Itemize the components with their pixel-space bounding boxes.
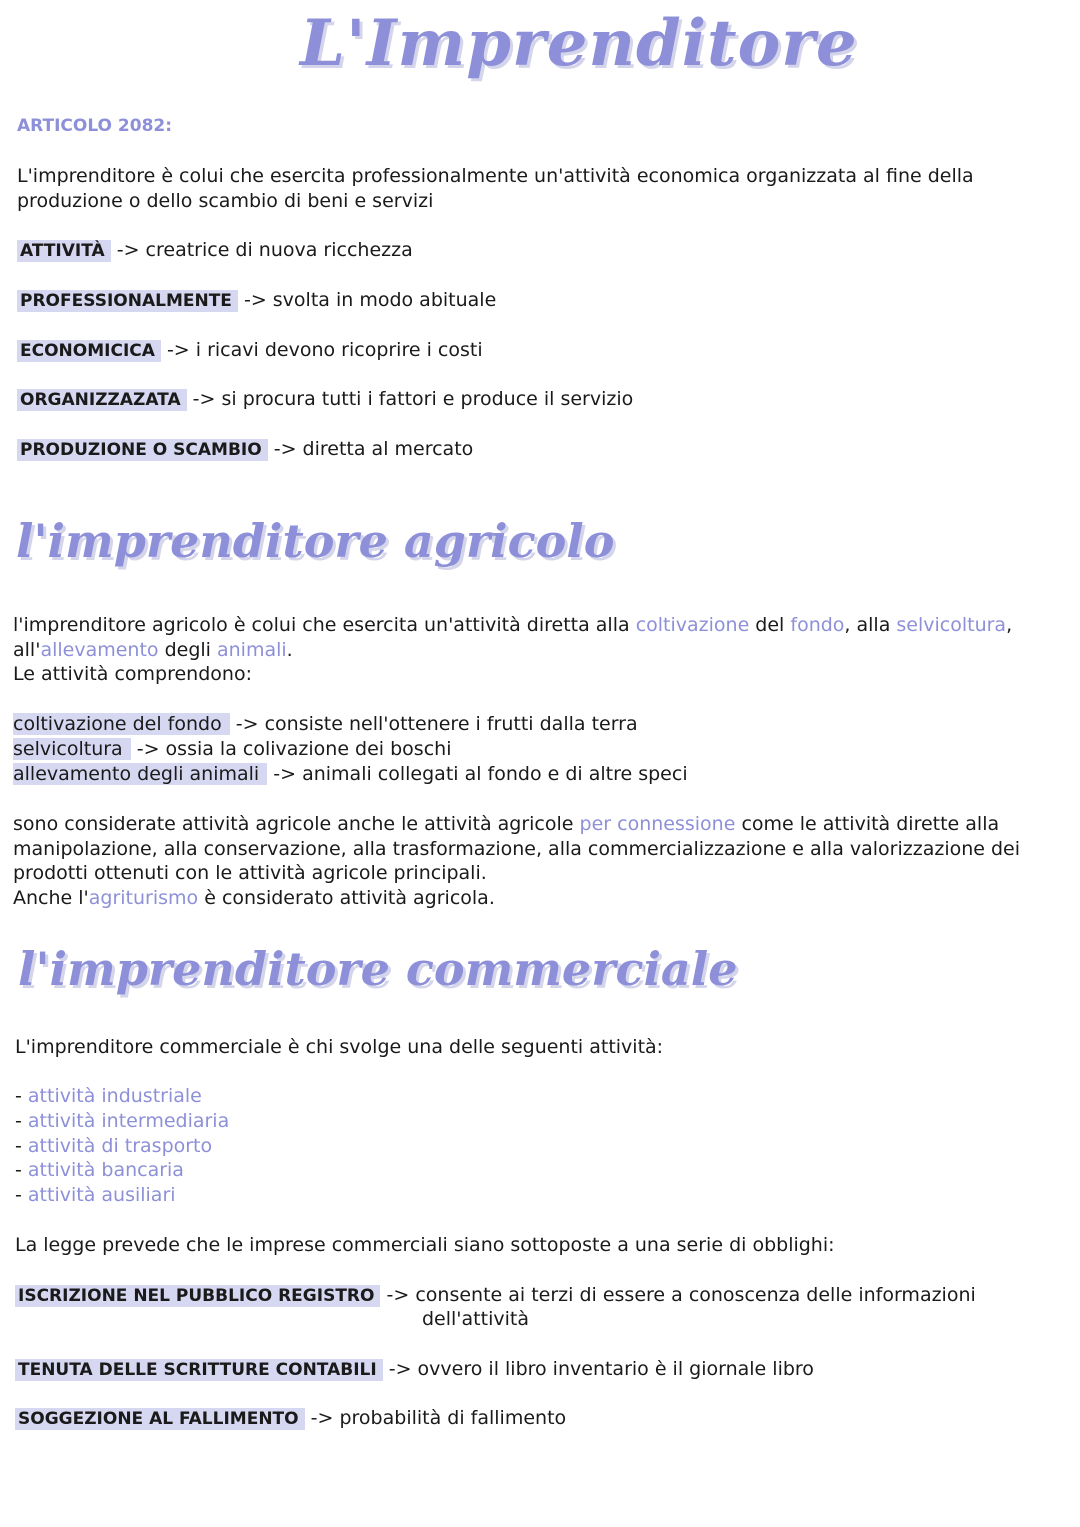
- term-label: PROFESSIONALMENTE: [17, 290, 238, 312]
- term-label: PRODUZIONE O SCAMBIO: [17, 439, 268, 461]
- item-desc: -> consiste nell'ottenere i frutti dalla terra: [235, 713, 638, 735]
- list-item: - attività bancaria: [15, 1159, 184, 1181]
- agricolo-item: [13, 737, 451, 761]
- article-label: ARTICOLO 2082:: [17, 116, 173, 136]
- term-desc: -> si procura tutti i fattori e produce il servizio: [192, 388, 634, 410]
- text-span: Anche l': [13, 886, 89, 909]
- term-label: ATTIVITÀ: [17, 240, 111, 262]
- list-item: - attività industriale: [15, 1085, 202, 1107]
- accent-animali: animali: [216, 638, 287, 661]
- text-span: come le attività dirette alla manipolazione, alla conservazione, alla trasformazione, alla commercializzazione e alla valorizzazione dei prodotti ottenuti con le attività agricole principali.: [13, 813, 1021, 884]
- agricolo-item: [13, 762, 688, 786]
- accent-fondo: fondo: [790, 614, 845, 636]
- text-span: è considerato attività agricola.: [198, 886, 495, 909]
- text-span: , alla: [844, 614, 897, 636]
- text-span: del: [749, 614, 791, 636]
- term-row: [17, 338, 483, 363]
- item-desc: -> animali collegati al fondo e di altre speci: [273, 763, 688, 785]
- accent-connessione: per connessione: [579, 813, 736, 835]
- term-desc: -> creatrice di nuova ricchezza: [116, 239, 413, 261]
- item-term: selvicoltura: [13, 738, 131, 760]
- term-row: [17, 437, 473, 462]
- list-item-text: attività bancaria: [27, 1159, 184, 1181]
- text-span: sono considerate attività agricole anche le attività agricole: [13, 813, 580, 835]
- accent-agriturismo: agriturismo: [88, 886, 199, 909]
- text-span: , all': [13, 614, 1013, 661]
- list-item-text: attività industriale: [27, 1085, 202, 1107]
- term-desc: -> svolta in modo abituale: [243, 289, 497, 311]
- definition-text: L'imprenditore è colui che esercita professionalmente un'attività economica organizzata al fine della produzione o dello scambio di beni e servizi: [17, 165, 974, 212]
- item-term: allevamento degli animali: [13, 763, 267, 785]
- item-desc: -> ossia la colivazione dei boschi: [136, 738, 452, 760]
- connessione-paragraph: [13, 812, 1058, 910]
- agricolo-item: [13, 712, 638, 736]
- obbligo-desc: -> ovvero il libro inventario è il giornale libro: [388, 1358, 814, 1380]
- commerciale-intro: L'imprenditore commerciale è chi svolge una delle seguenti attività:: [15, 1036, 664, 1058]
- accent-allevamento: allevamento: [40, 638, 159, 661]
- list-item: - attività di trasporto: [15, 1135, 213, 1157]
- term-label: ORGANIZZAZATA: [17, 389, 187, 411]
- page-title: L'Imprenditore: [300, 6, 858, 81]
- obbligo-desc-continued: dell'attività: [422, 1308, 529, 1330]
- term-label: ECONOMICICA: [17, 340, 161, 362]
- item-term: coltivazione del fondo: [13, 713, 230, 735]
- accent-selvicoltura: selvicoltura: [896, 614, 1007, 636]
- obbligo-row: [15, 1357, 814, 1382]
- obbligo-term: TENUTA DELLE SCRITTURE CONTABILI: [15, 1359, 383, 1381]
- obbligo-desc: -> consente ai terzi di essere a conoscenza delle informazioni: [386, 1284, 976, 1306]
- section-title-agricolo: l'imprenditore agricolo: [16, 514, 615, 568]
- obbligo-row: [15, 1406, 566, 1431]
- obbligo-desc: -> probabilità di fallimento: [310, 1407, 567, 1429]
- list-item: - attività intermediaria: [15, 1110, 230, 1132]
- section-title-commerciale: l'imprenditore commerciale: [18, 942, 738, 996]
- list-item: - attività ausiliari: [15, 1184, 176, 1206]
- obbligo-term: SOGGEZIONE AL FALLIMENTO: [15, 1408, 305, 1430]
- obbligo-row: [15, 1283, 976, 1308]
- text-span: degli: [158, 638, 217, 661]
- accent-coltivazione: coltivazione: [635, 614, 750, 636]
- list-item-text: attività di trasporto: [27, 1135, 213, 1157]
- term-desc: -> diretta al mercato: [273, 438, 474, 460]
- term-row: [17, 387, 633, 412]
- text-span: l'imprenditore agricolo è colui che esercita un'attività diretta alla: [13, 614, 636, 636]
- obbligo-term: ISCRIZIONE NEL PUBBLICO REGISTRO: [15, 1285, 380, 1307]
- text-span: Le attività comprendono:: [13, 663, 252, 685]
- term-desc: -> i ricavi devono ricoprire i costi: [166, 339, 483, 361]
- agricolo-paragraph: [13, 613, 1023, 687]
- obblighi-intro: La legge prevede che le imprese commerciali siano sottoposte a una serie di obblighi:: [15, 1234, 835, 1256]
- list-item-text: attività ausiliari: [27, 1184, 176, 1206]
- term-row: [17, 288, 496, 313]
- term-row: [17, 238, 413, 263]
- list-item-text: attività intermediaria: [27, 1110, 230, 1132]
- text-span: .: [286, 638, 293, 661]
